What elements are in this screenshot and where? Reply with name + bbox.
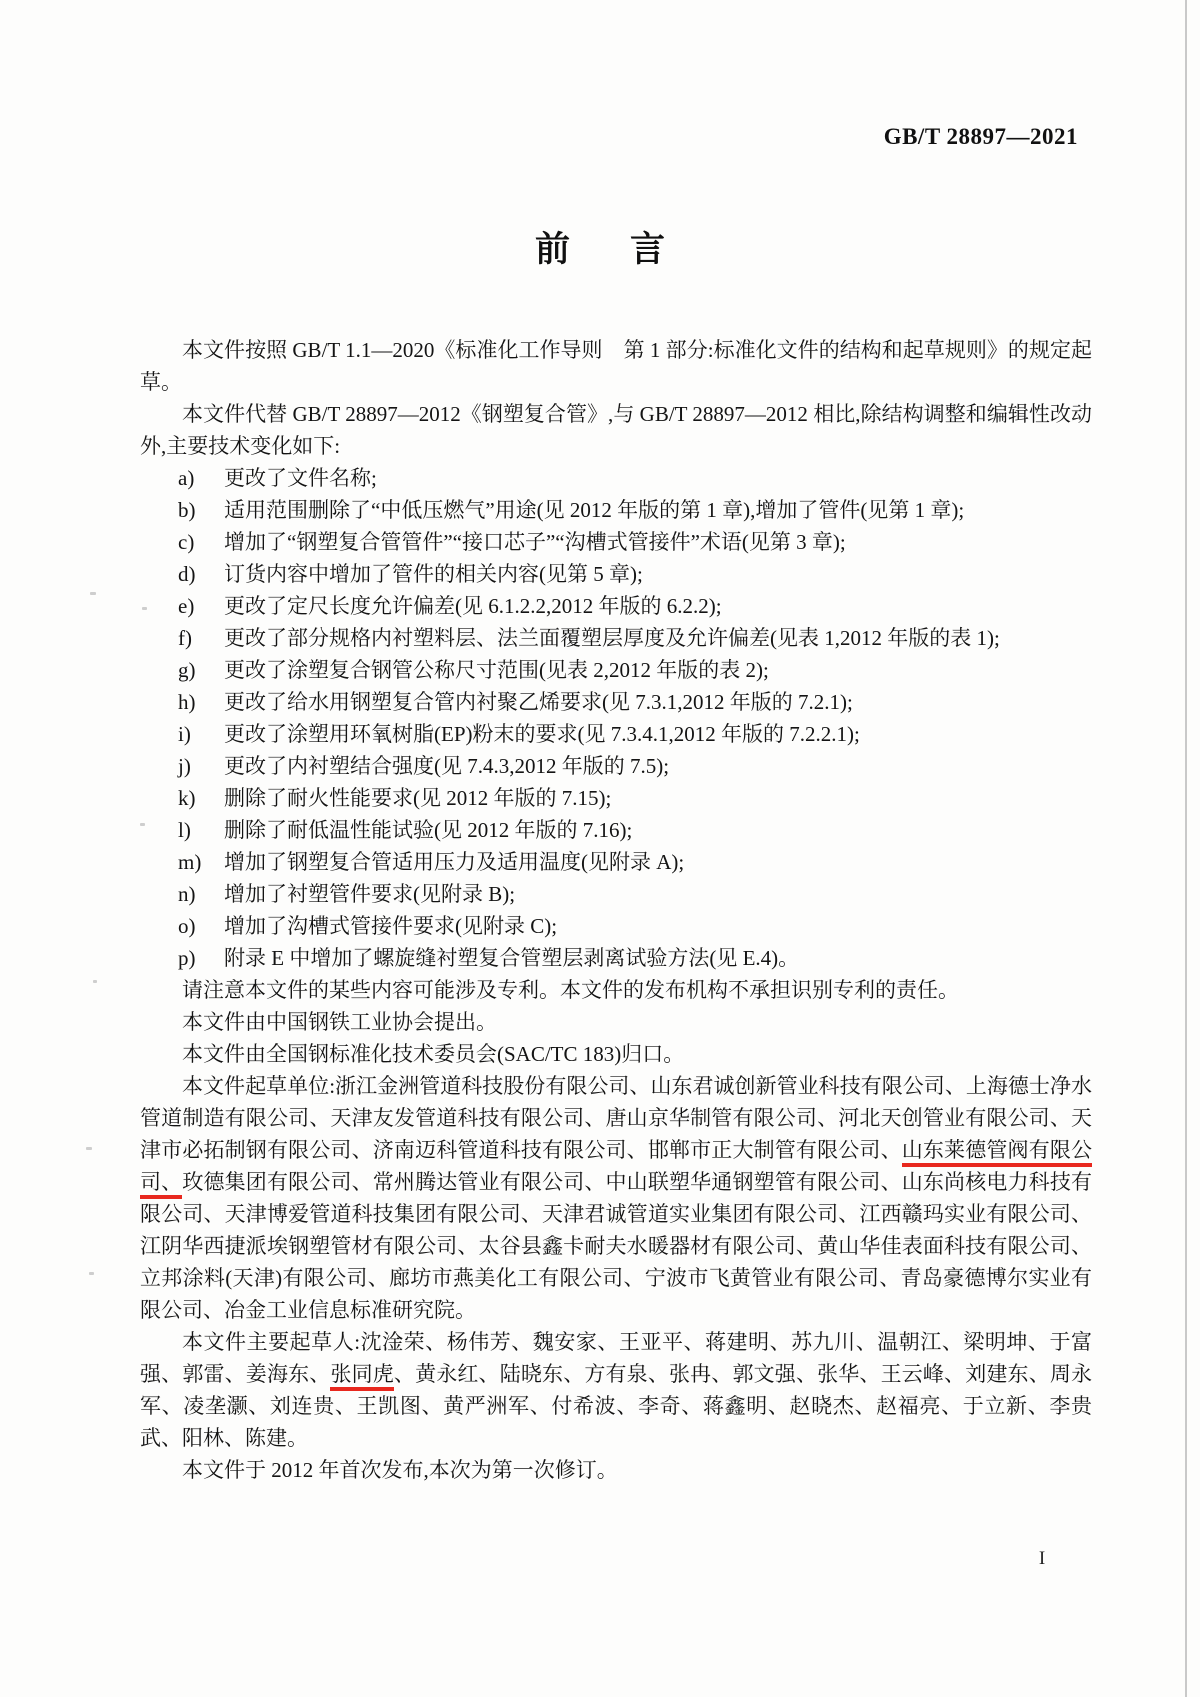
change-item-o	[140, 910, 1092, 942]
change-text: 更改了给水用钢塑复合管内衬聚乙烯要求(见 7.3.1,2012 年版的 7.2.1);	[224, 690, 853, 714]
change-label: l)	[178, 818, 191, 842]
change-text: 增加了“钢塑复合管管件”“接口芯子”“沟槽式管接件”术语(见第 3 章);	[224, 530, 846, 554]
change-text: 更改了定尺长度允许偏差(见 6.1.2.2,2012 年版的 6.2.2);	[224, 594, 722, 618]
change-label: f)	[178, 626, 192, 650]
red-underline-annotation-company: 山东莱德管阀有限公司、	[140, 1138, 1092, 1199]
scan-speck	[89, 1272, 94, 1275]
change-label: e)	[178, 594, 195, 618]
scan-speck	[90, 592, 96, 595]
page-title	[0, 222, 1200, 272]
change-item-k	[140, 782, 1092, 814]
change-label: o)	[178, 914, 196, 938]
change-text: 更改了涂塑复合钢管公称尺寸范围(见表 2,2012 年版的表 2);	[224, 658, 769, 682]
change-item-f	[140, 622, 1092, 654]
change-label: d)	[178, 562, 196, 586]
paragraph-replaces: 本文件代替 GB/T 28897—2012《钢塑复合管》,与 GB/T 28897—2012 相比,除结构调整和编辑性改动外,主要技术变化如下:	[140, 402, 1092, 458]
change-label: m)	[178, 850, 202, 874]
paragraph-revision-history: 本文件于 2012 年首次发布,本次为第一次修订。	[182, 1458, 618, 1482]
change-item-i	[140, 718, 1092, 750]
change-text: 增加了钢塑复合管适用压力及适用温度(见附录 A);	[224, 850, 685, 874]
changes-list	[140, 462, 1092, 974]
change-text: 适用范围删除了“中低压燃气”用途(见 2012 年版的第 1 章),增加了管件(见第 1 章);	[224, 498, 965, 522]
change-item-m	[140, 846, 1092, 878]
change-label: i)	[178, 722, 191, 746]
paragraph-centralized-by: 本文件由全国钢标准化技术委员会(SAC/TC 183)归口。	[182, 1042, 685, 1066]
red-underline-annotation-drafter: 张同虎	[330, 1362, 393, 1391]
change-item-g	[140, 654, 1092, 686]
paragraph-patent-notice: 请注意本文件的某些内容可能涉及专利。本文件的发布机构不承担识别专利的责任。	[182, 978, 959, 1002]
drafting-units-text: 玫德集团有限公司、常州腾达管业有限公司、中山联塑华通钢塑管有限公司、山东尚核电力科技有限公司、天津博爱管道科技集团有限公司、天津君诚管道实业集团有限公司、江西赣玛实业有限公司、江阴华西捷派埃钢塑管材有限公司、太谷县鑫卡耐夫水暖器材有限公司、黄山华佳表面科技有限公司、立邦涂料(天津)有限公司、廊坊市燕美化工有限公司、宁波市飞黄管业有限公司、青岛豪德博尔实业有限公司、冶金工业信息标准研究院。	[140, 1170, 1093, 1322]
change-label: a)	[178, 466, 195, 490]
change-item-j	[140, 750, 1092, 782]
change-item-e	[140, 590, 1092, 622]
change-label: k)	[178, 786, 196, 810]
standard-number: GB/T 28897—2021	[883, 124, 1078, 149]
change-text: 附录 E 中增加了螺旋缝衬塑复合管塑层剥离试验方法(见 E.4)。	[224, 946, 800, 970]
change-label: h)	[178, 690, 196, 714]
paragraph-drafting-rules: 本文件按照 GB/T 1.1—2020《标准化工作导则 第 1 部分:标准化文件的结构和起草规则》的规定起草。	[140, 338, 1092, 394]
change-item-l	[140, 814, 1092, 846]
change-text: 更改了部分规格内衬塑料层、法兰面覆塑层厚度及允许偏差(见表 1,2012 年版的表 1);	[224, 626, 1000, 650]
change-item-c	[140, 526, 1092, 558]
change-item-a	[140, 462, 1092, 494]
drafting-units-text: 本文件起草单位:浙江金洲管道科技股份有限公司、山东君诚创新管业科技有限公司、上海德士净水管道制造有限公司、天津友发管道科技有限公司、唐山京华制管有限公司、河北天创管业有限公司、天津市必拓制钢有限公司、济南迈科管道科技有限公司、邯郸市正大制管有限公司、	[140, 1074, 1092, 1162]
drafters-text: 、黄永红、陆晓东、方有泉、张冉、郭文强、张华、王云峰、刘建东、周永军、凌垄灏、刘连贵、王凯图、黄严洲军、付希波、李奇、蒋鑫明、赵晓杰、赵福亮、于立新、李贵武、阳林、陈建。	[140, 1362, 1093, 1450]
paragraph-drafting-units	[140, 1070, 1092, 1326]
scan-speck	[86, 1147, 92, 1150]
change-item-d	[140, 558, 1092, 590]
change-label: g)	[178, 658, 196, 682]
change-text: 更改了内衬塑结合强度(见 7.4.3,2012 年版的 7.5);	[224, 754, 670, 778]
change-label: c)	[178, 530, 195, 554]
change-text: 删除了耐低温性能试验(见 2012 年版的 7.16);	[224, 818, 633, 842]
change-label: b)	[178, 498, 196, 522]
change-item-p	[140, 942, 1092, 974]
title-char-1: 前	[534, 230, 570, 269]
change-item-h	[140, 686, 1092, 718]
foreword-body	[140, 334, 1092, 1486]
change-text: 增加了衬塑管件要求(见附录 B);	[224, 882, 516, 906]
change-item-b	[140, 494, 1092, 526]
change-text: 删除了耐火性能要求(见 2012 年版的 7.15);	[224, 786, 612, 810]
paragraph-proposed-by: 本文件由中国钢铁工业协会提出。	[182, 1010, 497, 1034]
paragraph-drafters	[140, 1326, 1092, 1454]
change-item-n	[140, 878, 1092, 910]
change-label: p)	[178, 946, 196, 970]
change-label: n)	[178, 882, 196, 906]
change-text: 更改了文件名称;	[224, 466, 377, 490]
scan-speck	[93, 980, 97, 983]
drafters-text: 本文件主要起草人:沈淦荣、杨伟芳、魏安家、王亚平、蒋建明、苏九川、温朝江、梁明坤、于富强、郭雷、姜海东、	[140, 1330, 1092, 1386]
change-text: 增加了沟槽式管接件要求(见附录 C);	[224, 914, 558, 938]
change-label: j)	[178, 754, 191, 778]
change-text: 订货内容中增加了管件的相关内容(见第 5 章);	[224, 562, 643, 586]
change-text: 更改了涂塑用环氧树脂(EP)粉末的要求(见 7.3.4.1,2012 年版的 7.2.2.1);	[224, 722, 860, 746]
page-number: I	[1038, 1548, 1046, 1569]
title-char-2: 言	[630, 230, 666, 269]
